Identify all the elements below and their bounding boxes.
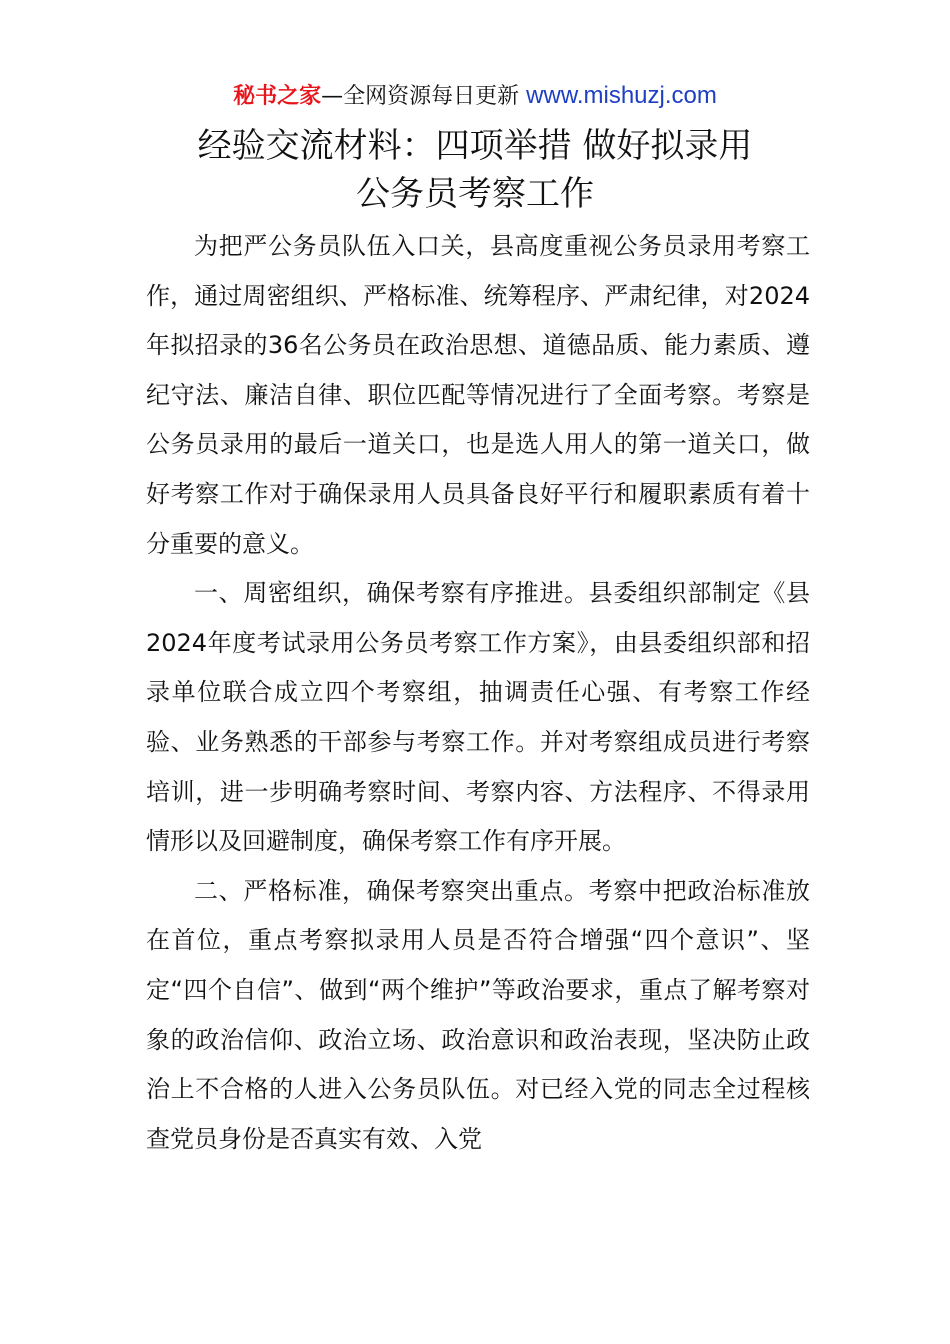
title-line-2: 公务员考察工作 [356,174,594,214]
header-tagline: —全网资源每日更新 [321,84,527,109]
brand-name: 秘书之家 [233,84,322,109]
title-line-1: 经验交流材料：四项举措 做好拟录用 [197,126,753,166]
paragraph-intro: 为把严公务员队伍入口关，县高度重视公务员录用考察工作，通过周密组织、严格标准、统筹程序、严肃纪律，对2024年拟招录的36名公务员在政治思想、道德品质、能力素质、遵纪守法、廉洁自律、职位匹配等情况进行了全面考察。考察是公务员录用的最后一道关口，也是选人用人的第一道关口，做好考察工作对于确保录用人员具备良好平行和履职素质有着十分重要的意义。 [146,232,810,558]
paragraph-section-2: 二、严格标准，确保考察突出重点。考察中把政治标准放在首位，重点考察拟录用人员是否符合增强“四个意识”、坚定“四个自信”、做到“两个维护”等政治要求，重点了解考察对象的政治信仰、政治立场、政治意识和政治表现，坚决防止政治上不合格的人进入公务员队伍。对已经入党的同志全过程核查党员身份是否真实有效、入党 [146,876,810,1153]
source-header [0,80,950,113]
site-url-link[interactable]: www.mishuzj.com [526,82,717,109]
document-body [146,222,810,1164]
paragraph-section-1: 一、周密组织，确保考察有序推进。县委组织部制定《县2024年度考试录用公务员考察工作方案》，由县委组织部和招录单位联合成立四个考察组，抽调责任心强、有考察工作经验、业务熟悉的干部参与考察工作。并对考察组成员进行考察培训，进一步明确考察时间、考察内容、方法程序、不得录用情形以及回避制度，确保考察工作有序开展。 [146,579,810,856]
document-title [0,122,950,218]
